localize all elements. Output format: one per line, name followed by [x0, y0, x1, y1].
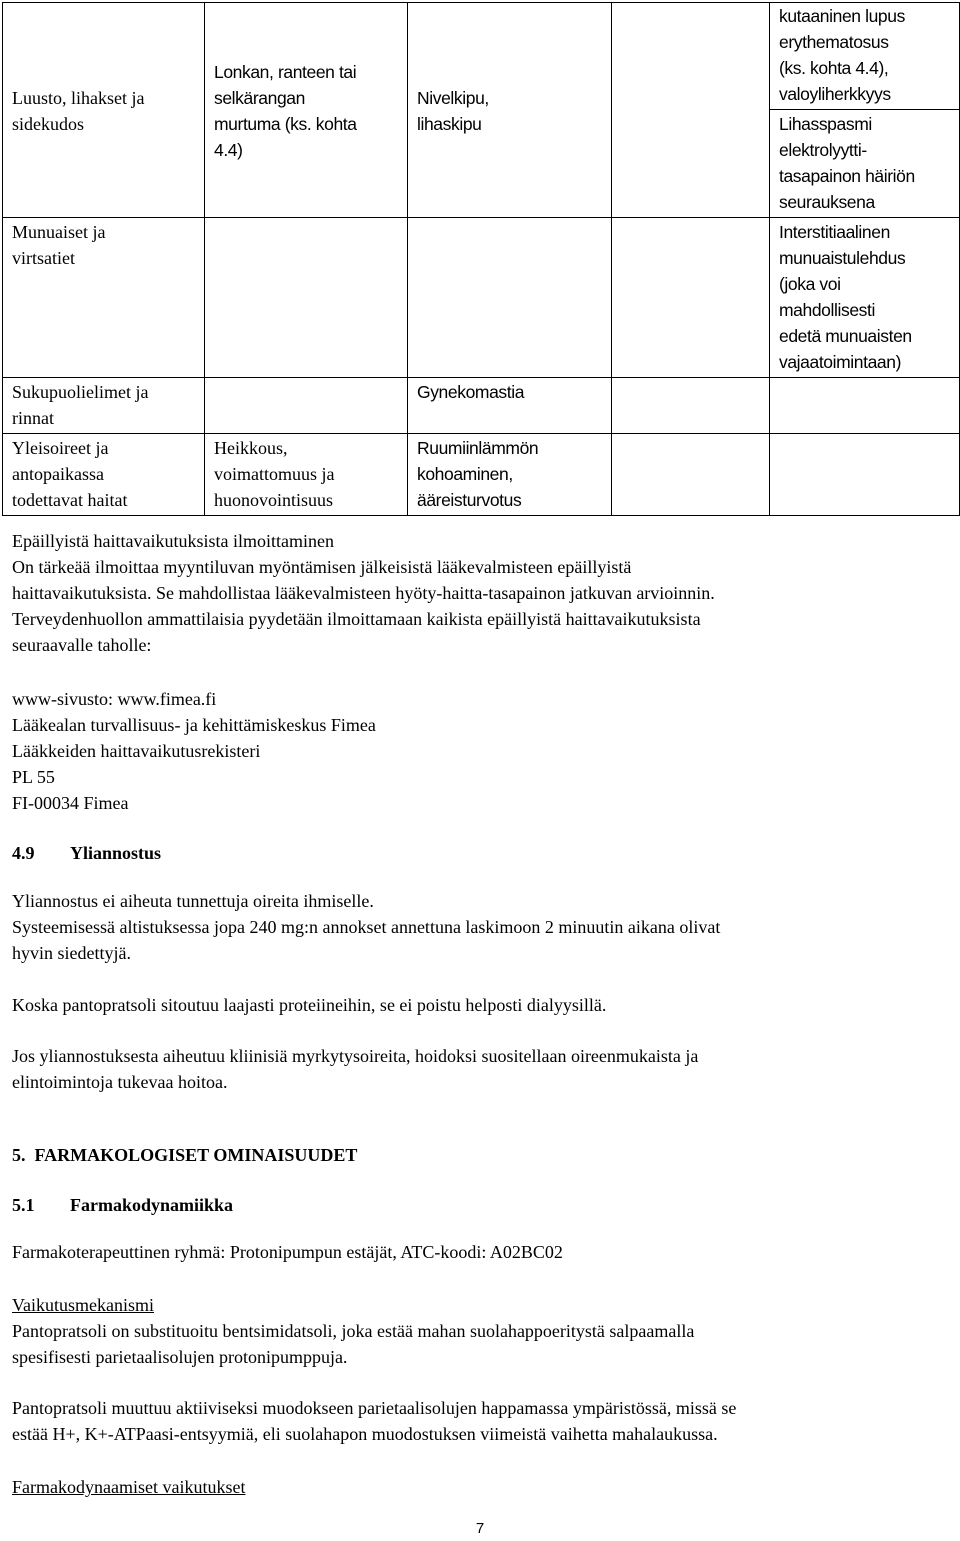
section-title: Farmakodynamiikka — [70, 1195, 234, 1215]
frequency-cell — [205, 3, 408, 218]
contact-line: FI-00034 Fimea — [12, 793, 129, 813]
frequency-cell — [612, 434, 770, 516]
pharmacotherapeutic-group: Farmakoterapeuttinen ryhmä: Protonipumpun estäjät, ATC-koodi: A02BC02 — [12, 1242, 563, 1262]
organ-line: todettavat haitat — [12, 490, 128, 510]
cell-line: seurauksena — [779, 192, 875, 212]
cell-line: ääreisturvotus — [417, 490, 522, 510]
overdose-line: hyvin siedettyjä. — [12, 943, 131, 963]
adverse-effects-table — [2, 2, 960, 516]
cell-line: murtuma (ks. kohta — [214, 114, 357, 134]
pharmacodynamic-effects-heading: Farmakodynaamiset vaikutukset — [12, 1477, 246, 1497]
frequency-cell — [612, 3, 770, 218]
frequency-cell — [770, 110, 960, 218]
organ-cell — [3, 3, 205, 218]
frequency-cell — [770, 3, 960, 110]
mechanism-line: Pantopratsoli muuttuu aktiiviseksi muodokseen parietaalisolujen happamassa ympäristössä, missä se — [12, 1398, 737, 1418]
reporting-paragraph-line: seuraavalle taholle: — [12, 635, 152, 655]
frequency-cell — [205, 378, 408, 434]
reporting-paragraph-line: Terveydenhuollon ammattilaisia pyydetään ilmoittamaan kaikista epäillyistä haittavaikutuksista — [12, 609, 701, 629]
cell-line: selkärangan — [214, 88, 305, 108]
contact-line: PL 55 — [12, 767, 55, 787]
frequency-cell — [205, 434, 408, 516]
contact-line: Lääkkeiden haittavaikutusrekisteri — [12, 741, 261, 761]
cell-line: (ks. kohta 4.4), — [779, 58, 889, 78]
organ-cell — [3, 218, 205, 378]
organ-line: Luusto, lihakset ja — [12, 88, 145, 108]
section-heading-5-1 — [12, 1192, 940, 1218]
reporting-heading: Epäillyistä haittavaikutuksista ilmoittaminen — [12, 531, 334, 551]
overdose-line: Koska pantopratsoli sitoutuu laajasti proteiineihin, se ei poistu helposti dialyysillä. — [12, 995, 607, 1015]
cell-line: erythematosus — [779, 32, 889, 52]
cell-line: (joka voi — [779, 274, 841, 294]
frequency-cell — [612, 218, 770, 378]
frequency-cell — [408, 434, 612, 516]
cell-line: 4.4) — [214, 140, 243, 160]
organ-line: Yleisoireet ja — [12, 438, 109, 458]
reporting-paragraph-line: haittavaikutuksista. Se mahdollistaa lääkevalmisteen hyöty-haitta-tasapainon jatkuvan arvioinnin. — [12, 583, 715, 603]
organ-line: rinnat — [12, 408, 54, 428]
cell-line: Lihasspasmi — [779, 114, 872, 134]
frequency-cell — [612, 378, 770, 434]
cell-line: Nivelkipu, — [417, 88, 489, 108]
cell-line: edetä munuaisten — [779, 326, 912, 346]
section-number: 4.9 — [12, 843, 35, 863]
organ-line: antopaikassa — [12, 464, 104, 484]
mechanism-line: Pantopratsoli on substituoitu bentsimidatsoli, joka estää mahan suolahappoeritystä salpaamalla — [12, 1321, 695, 1341]
contact-website[interactable]: www-sivusto: www.fimea.fi — [12, 689, 217, 709]
organ-line: Sukupuolielimet ja — [12, 382, 149, 402]
reporting-paragraph-line: On tärkeää ilmoittaa myyntiluvan myöntämisen jälkeisistä lääkevalmisteen epäillyistä — [12, 557, 632, 577]
section-title: Yliannostus — [70, 843, 162, 863]
organ-line: sidekudos — [12, 114, 84, 134]
overdose-line: elintoimintoja tukevaa hoitoa. — [12, 1072, 228, 1092]
cell-line: munuaistulehdus — [779, 248, 906, 268]
cell-line: Gynekomastia — [417, 382, 525, 402]
cell-line: Heikkous, — [214, 438, 288, 458]
overdose-line: Jos yliannostuksesta aiheutuu kliinisiä myrkytysoireita, hoidoksi suositellaan oireenmukaista ja — [12, 1046, 699, 1066]
organ-cell — [3, 434, 205, 516]
cell-line: kutaaninen lupus — [779, 6, 905, 26]
frequency-cell — [408, 378, 612, 434]
organ-line: virtsatiet — [12, 248, 75, 268]
overdose-line: Systeemisessä altistuksessa jopa 240 mg:n annokset annettuna laskimoon 2 minuutin aikana olivat — [12, 917, 721, 937]
cell-line: mahdollisesti — [779, 300, 875, 320]
mechanism-line: estää H+, K+-ATPaasi-entsyymiä, eli suolahapon muodostuksen viimeistä vaihetta mahalaukussa. — [12, 1424, 718, 1444]
frequency-cell — [770, 218, 960, 378]
cell-line: kohoaminen, — [417, 464, 513, 484]
frequency-cell — [770, 434, 960, 516]
cell-line: elektrolyytti- — [779, 140, 867, 160]
cell-line: vajaatoimintaan) — [779, 352, 902, 372]
overdose-line: Yliannostus ei aiheuta tunnettuja oireita ihmiselle. — [12, 891, 374, 911]
section-number: 5.1 — [12, 1195, 35, 1215]
cell-line: lihaskipu — [417, 114, 482, 134]
section-heading-5: 5. FARMAKOLOGISET OMINAISUUDET — [12, 1145, 358, 1165]
section-heading-4-9 — [12, 840, 940, 866]
cell-line: huonovointisuus — [214, 490, 334, 510]
cell-line: valoyliherkkyys — [779, 84, 891, 104]
frequency-cell — [408, 3, 612, 218]
organ-cell — [3, 378, 205, 434]
mechanism-heading: Vaikutusmekanismi — [12, 1295, 154, 1315]
page-number: 7 — [475, 1520, 485, 1537]
cell-line: Interstitiaalinen — [779, 222, 890, 242]
cell-line: tasapainon häiriön — [779, 166, 915, 186]
organ-line: Munuaiset ja — [12, 222, 106, 242]
frequency-cell — [408, 218, 612, 378]
mechanism-line: spesifisesti parietaalisolujen protonipumppuja. — [12, 1347, 348, 1367]
cell-line: voimattomuus ja — [214, 464, 335, 484]
contact-line: Lääkealan turvallisuus- ja kehittämiskeskus Fimea — [12, 715, 376, 735]
cell-line: Ruumiinlämmön — [417, 438, 539, 458]
cell-line: Lonkan, ranteen tai — [214, 62, 357, 82]
frequency-cell — [770, 378, 960, 434]
frequency-cell — [205, 218, 408, 378]
